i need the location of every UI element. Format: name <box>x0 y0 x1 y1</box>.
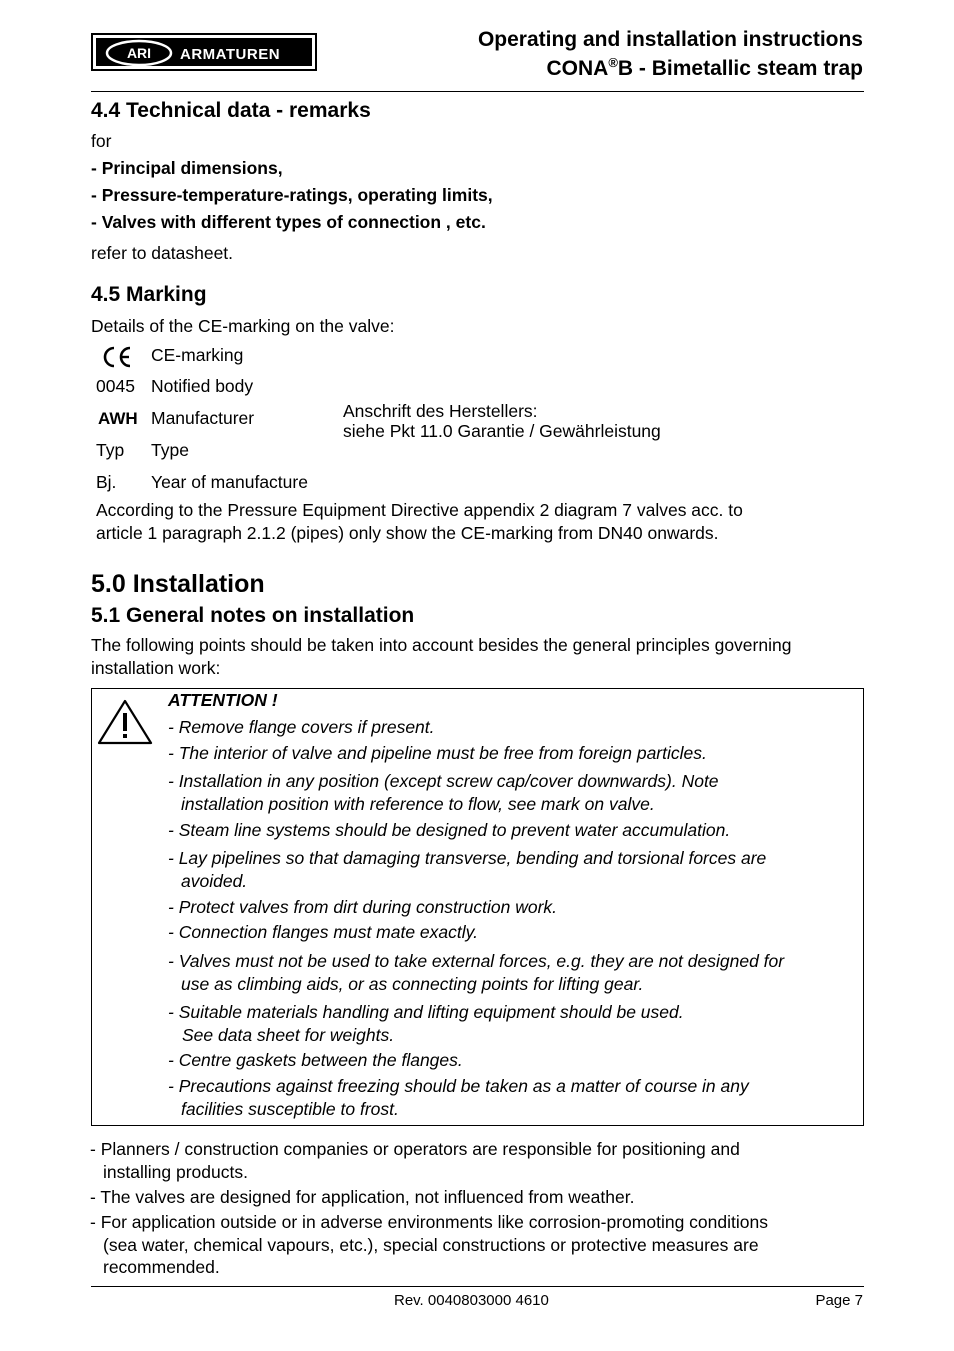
ce-mark-icon <box>100 345 134 369</box>
attention-item: - Remove flange covers if present. <box>168 717 435 737</box>
attention-item-cont: avoided. <box>181 871 248 891</box>
ari-ellipse-mark <box>104 39 174 67</box>
ce-note-line: According to the Pressure Equipment Directive appendix 2 diagram 7 valves acc. to <box>96 500 743 520</box>
section-4-4-heading: 4.4 Technical data - remarks <box>91 99 371 122</box>
bottom-item: - For application outside or in adverse environments like corrosion-promoting conditions <box>90 1212 768 1232</box>
page-number: Page 7 <box>815 1292 863 1309</box>
attention-item: - The interior of valve and pipeline must be free from foreign particles. <box>168 743 707 763</box>
bottom-item: - The valves are designed for application, not influenced from weather. <box>90 1187 635 1207</box>
marking-label: Notified body <box>151 376 254 396</box>
marking-label: CE-marking <box>151 345 244 365</box>
revision-number: Rev. 0040803000 4610 <box>394 1292 549 1309</box>
attention-item: - Centre gaskets between the flanges. <box>168 1050 463 1070</box>
title-line-1: Operating and installation instructions <box>477 28 863 51</box>
bottom-item-cont: (sea water, chemical vapours, etc.), special constructions or protective measures are <box>103 1235 759 1255</box>
footer-divider <box>91 1286 864 1287</box>
product-name: CONA <box>546 57 609 80</box>
bottom-item-cont: installing products. <box>103 1162 248 1182</box>
section-4-5-heading: 4.5 Marking <box>91 283 207 306</box>
section-4-4-item: - Principal dimensions, <box>91 158 283 178</box>
section-4-4-outro: refer to datasheet. <box>91 243 234 263</box>
warning-triangle-icon <box>96 698 154 746</box>
attention-item-cont: facilities susceptible to frost. <box>181 1099 399 1119</box>
logo-mark-text: ARI <box>126 45 152 61</box>
section-5-1-intro: The following points should be taken into account besides the general principles governing <box>91 635 792 655</box>
section-5-1-intro: installation work: <box>91 658 221 678</box>
section-5-1-heading: 5.1 General notes on installation <box>91 604 415 627</box>
section-4-4-item: - Pressure-temperature-ratings, operating limits, <box>91 185 493 205</box>
registered-mark: ® <box>608 55 618 70</box>
section-4-4-intro: for <box>91 131 112 151</box>
section-5-0-heading: 5.0 Installation <box>91 570 265 598</box>
marking-symbol: Bj. <box>96 472 117 492</box>
address-line: siehe Pkt 11.0 Garantie / Gewährleistung <box>343 421 661 441</box>
attention-item: - Suitable materials handling and lifting equipment should be used. <box>168 1002 684 1022</box>
attention-item-cont: use as climbing aids, or as connecting points for lifting gear. <box>181 974 644 994</box>
attention-item: - Steam line systems should be designed to prevent water accumulation. <box>168 820 731 840</box>
header-divider <box>91 91 864 92</box>
attention-item: - Installation in any position (except screw cap/cover downwards). Note <box>168 771 719 791</box>
marking-symbol: 0045 <box>96 376 135 396</box>
product-description: B - Bimetallic steam trap <box>617 57 863 80</box>
attention-item: - Lay pipelines so that damaging transverse, bending and torsional forces are <box>168 848 767 868</box>
attention-item: - Protect valves from dirt during construction work. <box>168 897 558 917</box>
attention-item-cont: See data sheet for weights. <box>182 1025 395 1045</box>
marking-label: Type <box>151 440 189 460</box>
title-line-2 <box>478 54 863 83</box>
attention-title: ATTENTION ! <box>168 690 278 710</box>
bottom-item-cont: recommended. <box>103 1257 220 1277</box>
bottom-item: - Planners / construction companies or operators are responsible for positioning and <box>90 1139 740 1159</box>
marking-symbol: Typ <box>96 440 125 460</box>
ari-armaturen-logo <box>91 33 317 71</box>
section-4-4-item: - Valves with different types of connection , etc. <box>91 212 486 232</box>
address-line: Anschrift des Herstellers: <box>343 401 538 421</box>
attention-item: - Valves must not be used to take external forces, e.g. they are not designed for <box>168 951 785 971</box>
document-title <box>478 25 863 83</box>
section-4-5-intro: Details of the CE-marking on the valve: <box>91 316 395 336</box>
attention-item-cont: installation position with reference to flow, see mark on valve. <box>181 794 655 814</box>
manufacturer-address <box>343 401 661 441</box>
marking-label: Year of manufacture <box>151 472 308 492</box>
marking-label: Manufacturer <box>151 408 255 428</box>
ce-note-line: article 1 paragraph 2.1.2 (pipes) only show the CE-marking from DN40 onwards. <box>96 523 719 543</box>
attention-item: - Connection flanges must mate exactly. <box>168 922 478 942</box>
logo-text: ARMATUREN <box>180 46 281 63</box>
attention-item: - Precautions against freezing should be taken as a matter of course in any <box>168 1076 749 1096</box>
marking-symbol-awh: AWH <box>98 409 138 428</box>
